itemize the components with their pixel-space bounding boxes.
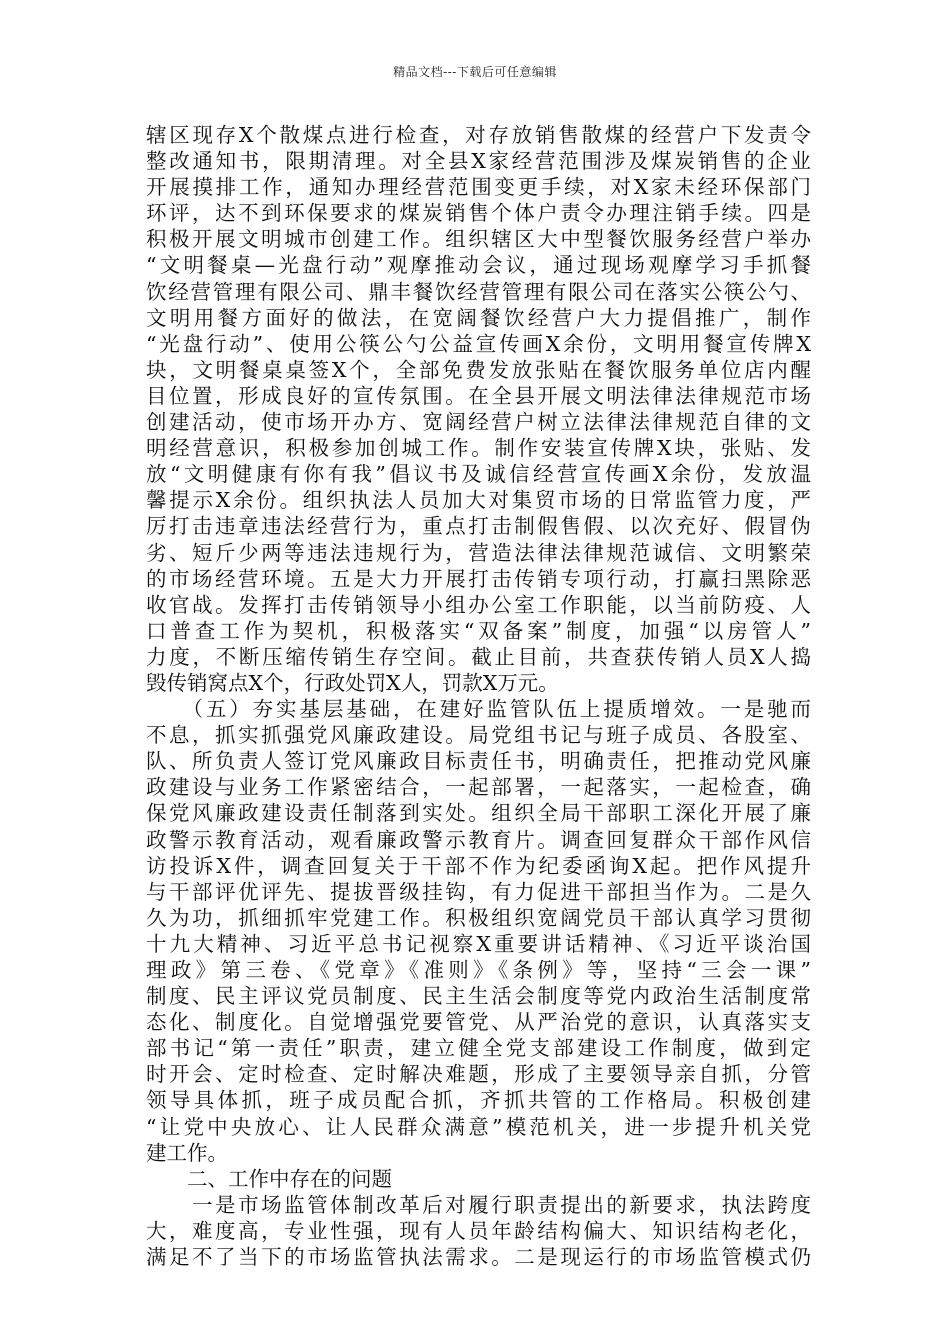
text-line: 馨提示X余份。组织执法人员加大对集贸市场的日常监管力度，严 <box>146 488 811 513</box>
text-line: 收官战。发挥打击传销领导小组办公室工作职能，以当前防疫、人 <box>146 592 811 617</box>
text-line: 满足不了当下的市场监管执法需求。二是现运行的市场监管模式仍 <box>146 1245 811 1270</box>
text-line: 目位置，形成良好的宣传氛围。在全县开展文明法律法律规范市场 <box>146 383 811 408</box>
text-line: 毁传销窝点X个，行政处罚X人，罚款X万元。 <box>146 670 559 695</box>
text-line: 政警示教育活动，观看廉政警示教育片。调查回复群众干部作风信 <box>146 827 811 852</box>
text-line: 保党风廉政建设责任制落到实处。组织全局干部职工深化开展了廉 <box>146 801 811 826</box>
text-line: 开展摸排工作，通知办理经营范围变更手续，对X家未经环保部门 <box>146 175 811 200</box>
text-line: 文明用餐方面好的做法，在宽阔餐饮经营户大力提倡推广，制作 <box>146 305 811 330</box>
text-line: 一是市场监管体制改革后对履行职责提出的新要求，执法跨度 <box>146 1192 811 1217</box>
page-header: 精品文档---下载后可任意编辑 <box>393 65 557 79</box>
text-line: 口普查工作为契机，积极落实“双备案”制度，加强“以房管人” <box>146 618 811 643</box>
text-line: 久为功，抓细抓牢党建工作。积极组织宽阔党员干部认真学习贯彻 <box>146 905 811 930</box>
text-line: 积极开展文明城市创建工作。组织辖区大中型餐饮服务经营户举办 <box>146 227 811 252</box>
text-line: 理政》第三卷、《党章》《准则》《条例》等，坚持“三会一课” <box>146 958 811 982</box>
text-line: （五）夯实基层基础，在建好监管队伍上提质增效。一是驰而 <box>146 697 811 722</box>
text-line: 建工作。 <box>146 1140 228 1165</box>
text-line: 放“文明健康有你有我”倡议书及诚信经营宣传画X余份，发放温 <box>146 462 811 487</box>
text-line: 环评，达不到环保要求的煤炭销售个体户责令办理注销手续。四是 <box>146 201 811 226</box>
text-line: 整改通知书，限期清理。对全县X家经营范围涉及煤炭销售的企业 <box>146 149 811 174</box>
text-line: 的市场经营环境。五是大力开展打击传销专项行动，打赢扫黑除恶 <box>146 566 811 591</box>
text-line: 十九大精神、习近平总书记视察X重要讲话精神、《习近平谈治国 <box>146 931 811 956</box>
text-line: 大，难度高，专业性强，现有人员年龄结构偏大、知识结构老化， <box>146 1218 811 1243</box>
text-line: “光盘行动”、使用公筷公勺公益宣传画X余份，文明用餐宣传牌X <box>146 331 811 356</box>
text-line: 队、所负责人签订党风廉政目标责任书，明确责任，把推动党风廉 <box>146 749 811 774</box>
text-line: 领导具体抓，班子成员配合抓，齐抓共管的工作格局。积极创建 <box>146 1088 811 1113</box>
text-line: 明经营意识，积极参加创城工作。制作安装宣传牌X块，张贴、发 <box>146 436 811 461</box>
text-line: 时开会、定时检查、定时解决难题，形成了主要领导亲自抓，分管 <box>146 1062 811 1087</box>
text-line: 厉打击违章违法经营行为，重点打击制假售假、以次充好、假冒伪 <box>146 514 811 539</box>
text-line: “让党中央放心、让人民群众满意”模范机关，进一步提升机关党 <box>146 1114 811 1139</box>
text-line: 部书记“第一责任”职责，建立健全党支部建设工作制度，做到定 <box>146 1036 811 1061</box>
text-line: 饮经营管理有限公司、鼎丰餐饮经营管理有限公司在落实公筷公勺、 <box>146 279 811 304</box>
text-line: 政建设与业务工作紧密结合，一起部署，一起落实，一起检查，确 <box>146 775 811 800</box>
text-line: 劣、短斤少两等违法违规行为，营造法律法律规范诚信、文明繁荣 <box>146 540 811 565</box>
text-line: 不息，抓实抓强党风廉政建设。局党组书记与班子成员、各股室、 <box>146 723 811 748</box>
text-line: 力度，不断压缩传销生存空间。截止目前，共查获传销人员X人捣 <box>146 644 811 669</box>
text-line: 辖区现存X个散煤点进行检查，对存放销售散煤的经营户下发责令 <box>146 123 811 147</box>
text-line: 创建活动，使市场开办方、宽阔经营户树立法律法律规范自律的文 <box>146 410 811 435</box>
text-line: “文明餐桌—光盘行动”观摩推动会议，通过现场观摩学习手抓餐 <box>146 253 811 278</box>
text-line: 块，文明餐桌桌签X个，全部免费发放张贴在餐饮服务单位店内醒 <box>146 357 811 382</box>
text-line: 与干部评优评先、提拔晋级挂钩，有力促进干部担当作为。二是久 <box>146 879 811 904</box>
text-line: 态化、制度化。自觉增强党要管党、从严治党的意识，认真落实支 <box>146 1010 811 1035</box>
text-line: 二、工作中存在的问题 <box>146 1166 392 1191</box>
text-line: 制度、民主评议党员制度、民主生活会制度等党内政治生活制度常 <box>146 984 811 1009</box>
document-body <box>146 122 811 1270</box>
text-line: 访投诉X件，调查回复关于干部不作为纪委函询X起。把作风提升 <box>146 853 811 878</box>
